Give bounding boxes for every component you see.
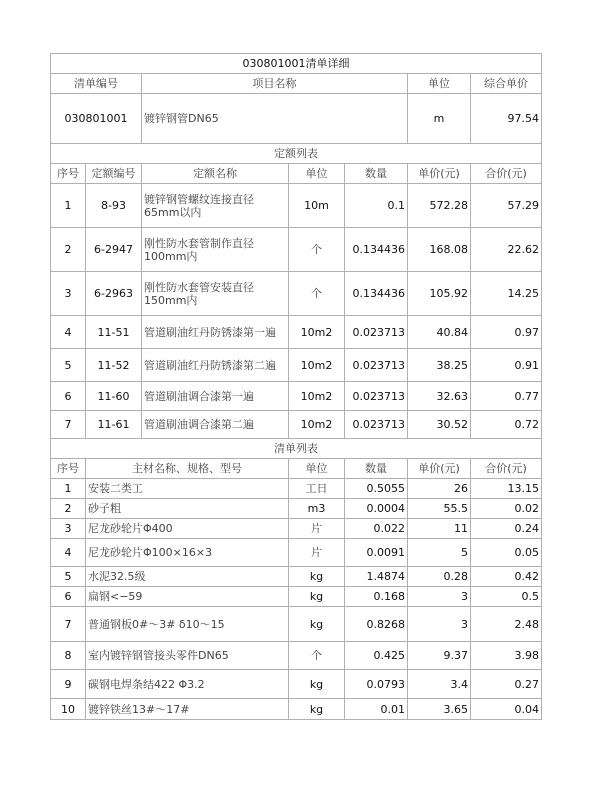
quota-price: 168.08 xyxy=(408,228,471,272)
quota-name: 镀锌钢管螺纹连接直径65mm以内 xyxy=(142,184,289,228)
quota-total: 0.91 xyxy=(471,349,542,382)
material-qty: 0.01 xyxy=(345,699,408,720)
quota-unit: 个 xyxy=(289,228,345,272)
quota-row xyxy=(51,272,542,316)
material-price: 0.28 xyxy=(408,567,471,587)
page-title: 030801001清单详细 xyxy=(51,54,542,74)
material-qty: 0.8268 xyxy=(345,607,408,642)
material-name: 砂子粗 xyxy=(86,499,289,519)
quota-code: 6-2963 xyxy=(86,272,142,316)
bill-unit-price: 97.54 xyxy=(471,94,542,144)
quota-price: 32.63 xyxy=(408,382,471,411)
bill-unit: m xyxy=(408,94,471,144)
material-row xyxy=(51,567,542,587)
material-price: 26 xyxy=(408,479,471,499)
quota-row xyxy=(51,184,542,228)
material-unit: 片 xyxy=(289,519,345,539)
quota-name: 管道刷油调合漆第二遍 xyxy=(142,411,289,439)
materials-header-name: 主材名称、规格、型号 xyxy=(86,459,289,479)
quota-row xyxy=(51,382,542,411)
quota-row xyxy=(51,316,542,349)
material-row xyxy=(51,642,542,670)
quota-price: 105.92 xyxy=(408,272,471,316)
material-price: 3 xyxy=(408,607,471,642)
quota-code: 6-2947 xyxy=(86,228,142,272)
quota-qty: 0.023713 xyxy=(345,316,408,349)
material-no: 2 xyxy=(51,499,86,519)
bill-name: 镀锌钢管DN65 xyxy=(142,94,408,144)
quota-price: 572.28 xyxy=(408,184,471,228)
quota-unit: 10m2 xyxy=(289,349,345,382)
material-row xyxy=(51,519,542,539)
materials-header-unit: 单位 xyxy=(289,459,345,479)
quota-code: 11-60 xyxy=(86,382,142,411)
quota-total: 57.29 xyxy=(471,184,542,228)
bill-code-header: 清单编号 xyxy=(51,74,142,94)
quota-unit: 10m2 xyxy=(289,411,345,439)
material-total: 0.04 xyxy=(471,699,542,720)
bill-detail-table xyxy=(50,53,542,720)
quota-section-title: 定额列表 xyxy=(51,144,542,164)
material-qty: 0.0004 xyxy=(345,499,408,519)
quota-qty: 0.023713 xyxy=(345,349,408,382)
quota-row xyxy=(51,411,542,439)
quota-no: 6 xyxy=(51,382,86,411)
quota-no: 7 xyxy=(51,411,86,439)
material-name: 镀锌铁丝13#～17# xyxy=(86,699,289,720)
material-no: 3 xyxy=(51,519,86,539)
quota-total: 0.77 xyxy=(471,382,542,411)
materials-header-price: 单价(元) xyxy=(408,459,471,479)
quota-header-unit: 单位 xyxy=(289,164,345,184)
material-unit: kg xyxy=(289,670,345,699)
quota-no: 4 xyxy=(51,316,86,349)
materials-header-total: 合价(元) xyxy=(471,459,542,479)
material-name: 尼龙砂轮片Φ100×16×3 xyxy=(86,539,289,567)
material-qty: 0.0091 xyxy=(345,539,408,567)
bill-row xyxy=(51,94,542,144)
quota-name: 管道刷油调合漆第一遍 xyxy=(142,382,289,411)
quota-header-total: 合价(元) xyxy=(471,164,542,184)
quota-name: 管道刷油红丹防锈漆第二遍 xyxy=(142,349,289,382)
material-total: 0.24 xyxy=(471,519,542,539)
material-name: 尼龙砂轮片Φ400 xyxy=(86,519,289,539)
quota-qty: 0.023713 xyxy=(345,411,408,439)
material-price: 3.4 xyxy=(408,670,471,699)
material-row xyxy=(51,699,542,720)
material-unit: kg xyxy=(289,567,345,587)
materials-header-qty: 数量 xyxy=(345,459,408,479)
bill-code: 030801001 xyxy=(51,94,142,144)
quota-code: 11-51 xyxy=(86,316,142,349)
quota-unit: 10m2 xyxy=(289,316,345,349)
material-qty: 0.022 xyxy=(345,519,408,539)
quota-code: 11-52 xyxy=(86,349,142,382)
quota-price: 30.52 xyxy=(408,411,471,439)
quota-name: 刚性防水套管制作直径100mm内 xyxy=(142,228,289,272)
quota-no: 3 xyxy=(51,272,86,316)
material-name: 安装二类工 xyxy=(86,479,289,499)
material-price: 3 xyxy=(408,587,471,607)
material-unit: kg xyxy=(289,699,345,720)
material-total: 0.05 xyxy=(471,539,542,567)
material-price: 55.5 xyxy=(408,499,471,519)
material-total: 3.98 xyxy=(471,642,542,670)
material-qty: 0.168 xyxy=(345,587,408,607)
material-name: 水泥32.5级 xyxy=(86,567,289,587)
quota-header-price: 单价(元) xyxy=(408,164,471,184)
material-row xyxy=(51,499,542,519)
title-row xyxy=(51,54,542,74)
material-unit: kg xyxy=(289,607,345,642)
quota-section-row xyxy=(51,144,542,164)
bill-unit-header: 单位 xyxy=(408,74,471,94)
material-no: 6 xyxy=(51,587,86,607)
bill-header-row xyxy=(51,74,542,94)
material-qty: 0.0793 xyxy=(345,670,408,699)
quota-code: 11-61 xyxy=(86,411,142,439)
material-unit: m3 xyxy=(289,499,345,519)
material-row xyxy=(51,607,542,642)
material-no: 5 xyxy=(51,567,86,587)
quota-header-name: 定额名称 xyxy=(142,164,289,184)
material-qty: 1.4874 xyxy=(345,567,408,587)
quota-header-qty: 数量 xyxy=(345,164,408,184)
material-row xyxy=(51,670,542,699)
quota-total: 14.25 xyxy=(471,272,542,316)
quota-price: 38.25 xyxy=(408,349,471,382)
material-no: 9 xyxy=(51,670,86,699)
material-unit: 工日 xyxy=(289,479,345,499)
quota-code: 8-93 xyxy=(86,184,142,228)
material-unit: 片 xyxy=(289,539,345,567)
material-no: 1 xyxy=(51,479,86,499)
quota-qty: 0.023713 xyxy=(345,382,408,411)
material-no: 8 xyxy=(51,642,86,670)
material-price: 5 xyxy=(408,539,471,567)
material-qty: 0.5055 xyxy=(345,479,408,499)
material-price: 9.37 xyxy=(408,642,471,670)
quota-qty: 0.134436 xyxy=(345,272,408,316)
quota-row xyxy=(51,349,542,382)
material-price: 3.65 xyxy=(408,699,471,720)
material-total: 0.42 xyxy=(471,567,542,587)
material-no: 4 xyxy=(51,539,86,567)
quota-total: 0.72 xyxy=(471,411,542,439)
quota-header-code: 定额编号 xyxy=(86,164,142,184)
materials-section-title: 清单列表 xyxy=(51,439,542,459)
materials-header-no: 序号 xyxy=(51,459,86,479)
material-name: 碳钢电焊条结422 Φ3.2 xyxy=(86,670,289,699)
quota-name: 管道刷油红丹防锈漆第一遍 xyxy=(142,316,289,349)
material-name: 普通钢板0#～3# δ10～15 xyxy=(86,607,289,642)
quota-qty: 0.1 xyxy=(345,184,408,228)
quota-no: 5 xyxy=(51,349,86,382)
quota-unit: 10m2 xyxy=(289,382,345,411)
bill-name-header: 项目名称 xyxy=(142,74,408,94)
quota-total: 22.62 xyxy=(471,228,542,272)
material-no: 7 xyxy=(51,607,86,642)
material-qty: 0.425 xyxy=(345,642,408,670)
material-total: 0.02 xyxy=(471,499,542,519)
materials-header-row xyxy=(51,459,542,479)
material-row xyxy=(51,539,542,567)
quota-unit: 个 xyxy=(289,272,345,316)
quota-row xyxy=(51,228,542,272)
quota-unit: 10m xyxy=(289,184,345,228)
quota-price: 40.84 xyxy=(408,316,471,349)
material-total: 0.5 xyxy=(471,587,542,607)
quota-no: 2 xyxy=(51,228,86,272)
material-total: 2.48 xyxy=(471,607,542,642)
material-name: 室内镀锌钢管接头零件DN65 xyxy=(86,642,289,670)
material-price: 11 xyxy=(408,519,471,539)
material-row xyxy=(51,479,542,499)
materials-section-row xyxy=(51,439,542,459)
quota-qty: 0.134436 xyxy=(345,228,408,272)
quota-header-no: 序号 xyxy=(51,164,86,184)
bill-price-header: 综合单价 xyxy=(471,74,542,94)
quota-total: 0.97 xyxy=(471,316,542,349)
quota-header-row xyxy=(51,164,542,184)
material-name: 扁钢<−59 xyxy=(86,587,289,607)
material-row xyxy=(51,587,542,607)
material-unit: 个 xyxy=(289,642,345,670)
material-no: 10 xyxy=(51,699,86,720)
material-total: 13.15 xyxy=(471,479,542,499)
quota-no: 1 xyxy=(51,184,86,228)
material-total: 0.27 xyxy=(471,670,542,699)
quota-name: 刚性防水套管安装直径150mm内 xyxy=(142,272,289,316)
material-unit: kg xyxy=(289,587,345,607)
